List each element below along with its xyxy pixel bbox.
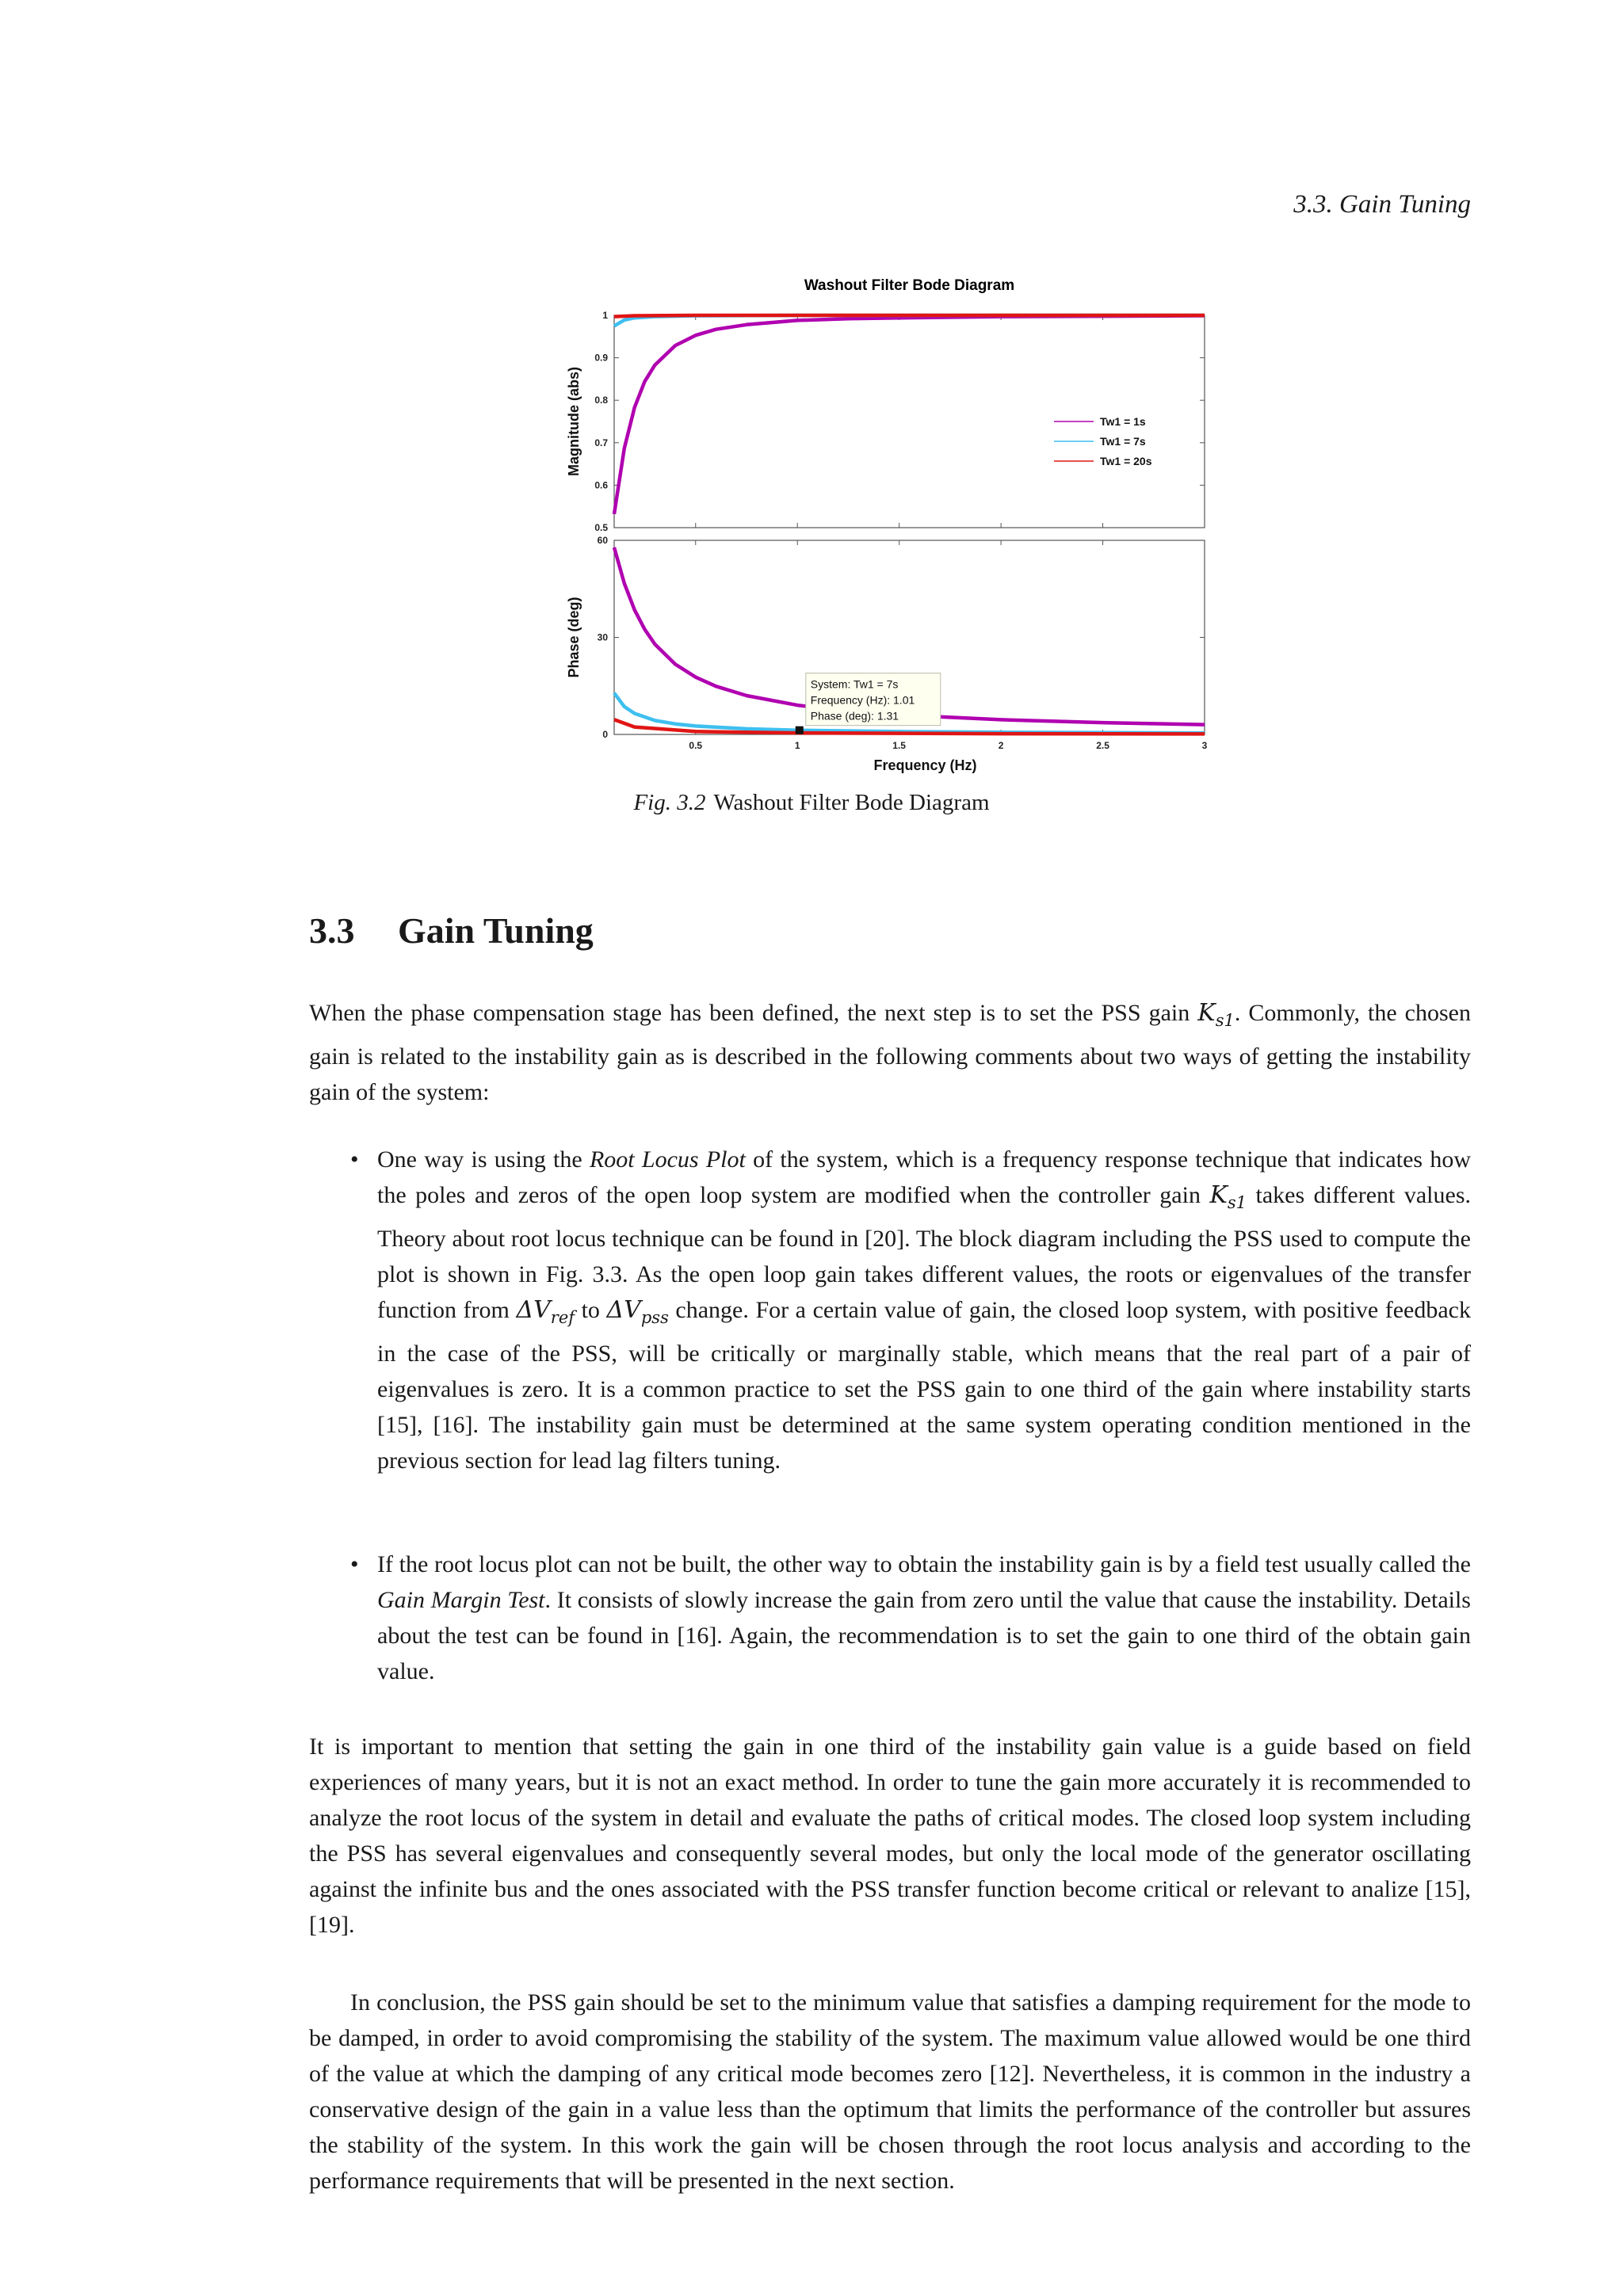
figure-caption <box>0 790 1623 816</box>
paragraph-guide: It is important to mention that setting the gain in one third of the instability gain value is a guide based on field experiences of many years, but it is not an exact method. In order to tune the gain more accurately it is recommended to analyze the root locus of the system in detail and evaluate the paths of critical modes. The closed loop system including the PSS has several eigenvalues and consequently several modes, but only the local mode of the generator oscillating against the infinite bus and the ones associated with the PSS transfer function become critical or relevant to analize [15], [19]. <box>309 1733 1471 1938</box>
y-tick-label: 1 <box>602 310 608 321</box>
math-ks1: $K_{s1}$ <box>1197 999 1235 1030</box>
emphasis-root-locus-plot: Root Locus Plot <box>589 1146 746 1173</box>
legend-label: Tw1 = 7s <box>1100 435 1146 448</box>
emphasis-gain-margin-test: Gain Margin Test <box>377 1587 545 1613</box>
list-item-gain-margin-test: • If the root locus plot can not be built, the other way to obtain the instability gain is by a field test usually called the Gain Margin Test. It consists of slowly increase the gain from zero until the value that cause the instability. Details about the test can be found in [16]. Again, the recommendation is to set the gain to one third of the obtain gain value. <box>309 1547 1471 1689</box>
y-tick-label: 60 <box>597 535 608 546</box>
paragraph-intro <box>309 995 1471 1110</box>
x-tick-label: 3 <box>1201 740 1208 751</box>
bullet-dot: • <box>350 1146 359 1173</box>
list-item-root-locus: • One way is using the Root Locus Plot of the system, which is a frequency response technique that indicates how the poles and zeros of the open loop system are modified when the controller gain $K_{s1}$ takes different values. Theory about root locus technique can be found in [20]. The block diagram including the PSS used to compute the plot is shown in Fig. 3.3. As the open loop gain takes different values, the roots or eigenvalues of the transfer function from $\Delta V_{ref}$ to $\Delta V_{pss}$ change. For a certain value of gain, the closed loop system, with positive feedback in the case of the PSS, will be critically or marginally stable, which means that the real part of a pair of eigenvalues is zero. It is a common practice to set the PSS gain to one third of the gain where instability starts [15], [16]. The instability gain must be determined at the same system operating condition mentioned in the previous section for lead lag filters tuning. <box>309 1142 1471 1478</box>
bode-figure <box>555 269 1252 792</box>
datatip-marker <box>796 727 804 734</box>
y-tick-label: 0.7 <box>594 437 608 448</box>
x-axis-label: Frequency (Hz) <box>873 757 977 773</box>
math-delta-vpss: $\Delta V_{pss}$ <box>606 1296 669 1327</box>
section-heading <box>309 910 594 952</box>
x-tick-label: 1 <box>794 740 800 751</box>
bullet-list-2 <box>309 1547 1471 1689</box>
datatip-line-3: Phase (deg): 1.31 <box>810 709 899 723</box>
section-title: Gain Tuning <box>398 910 594 951</box>
x-tick-label: 2.5 <box>1096 740 1109 751</box>
section-number: 3.3 <box>309 910 355 951</box>
y-tick-label: 30 <box>597 631 608 643</box>
datatip-line-1: System: Tw1 = 7s <box>810 677 899 691</box>
chart-title: Washout Filter Bode Diagram <box>804 277 1015 294</box>
x-tick-label: 0.5 <box>689 740 703 751</box>
bullet-list-1 <box>309 1142 1471 1478</box>
figure-caption-number: Fig. 3.2 <box>633 790 706 815</box>
math-ks1: $K_{s1}$ <box>1209 1181 1247 1212</box>
magnitude-y-axis-label: Magnitude (abs) <box>566 367 582 476</box>
bode-diagram-svg <box>555 269 1252 792</box>
y-tick-label: 0.8 <box>594 395 608 406</box>
y-tick-label: 0 <box>602 729 608 740</box>
paragraph-intro-text-b: . Commonly, the chosen gain is related to the instability gain as is described in the following comments about two ways of getting the instability gain of the system: <box>309 1000 1471 1105</box>
y-tick-label: 0.6 <box>594 479 608 491</box>
x-tick-label: 1.5 <box>892 740 906 751</box>
math-delta-vref: $\Delta V_{ref}$ <box>516 1296 575 1327</box>
figure-caption-text: Washout Filter Bode Diagram <box>713 790 990 815</box>
y-tick-label: 0.9 <box>594 352 608 364</box>
running-head: 3.3. Gain Tuning <box>1293 190 1471 219</box>
datatip-line-2: Frequency (Hz): 1.01 <box>810 693 915 707</box>
legend-label: Tw1 = 1s <box>1100 415 1146 428</box>
paragraph-intro-text-a: When the phase compensation stage has been defined, the next step is to set the PSS gain <box>309 1000 1198 1026</box>
paragraph-conclusion: In conclusion, the PSS gain should be set to the minimum value that satisfies a damping requirement for the mode to be damped, in order to avoid compromising the stability of the system. The maximum value allowed would be one third of the value at which the damping of any critical mode becomes zero [12]. Nevertheless, it is common in the industry a conservative design of the gain in a value less than the optimum that limits the performance of the controller but assures the stability of the system. In this work the gain will be chosen through the root locus analysis and according to the performance requirements that will be presented in the next section. <box>309 1989 1471 2194</box>
legend-label: Tw1 = 20s <box>1100 455 1152 467</box>
y-tick-label: 0.5 <box>594 522 608 533</box>
bullet-dot: • <box>350 1551 359 1577</box>
phase-y-axis-label: Phase (deg) <box>566 597 582 678</box>
x-tick-label: 2 <box>998 740 1004 751</box>
magnitude-series-line <box>614 315 1205 317</box>
